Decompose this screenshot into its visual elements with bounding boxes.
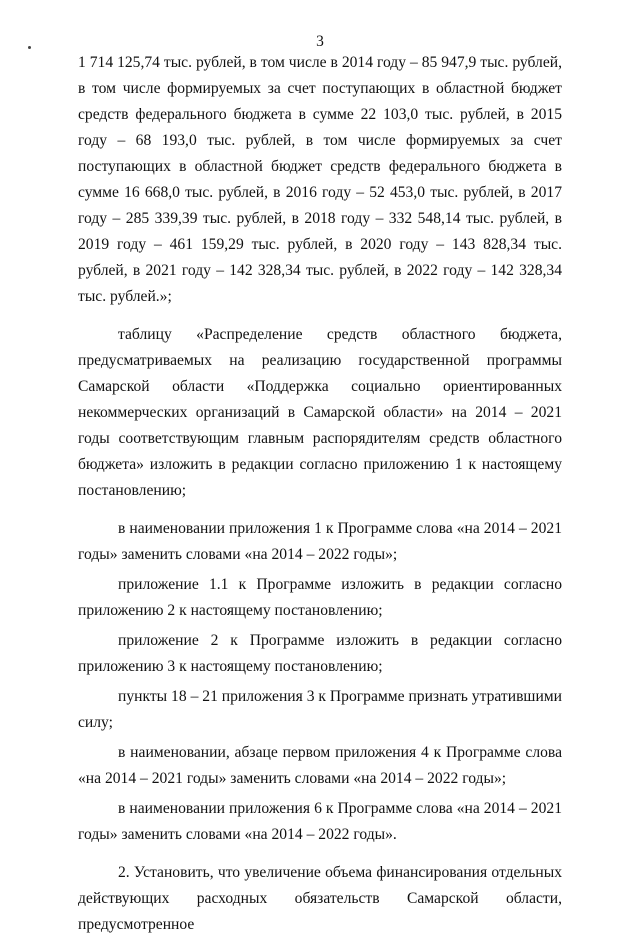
paragraph-2: таблицу «Распределение средств областного бюджета, предусматриваемых на реализацию государственной программы Самарской области «Поддержка социально ориентированных некоммерческих организаций в Самарской области» на 2014 – 2021 годы соответствующим главным распорядителям средств областного бюджета» изложить в редакции согласно приложению 1 к настоящему постановлению; — [78, 326, 562, 499]
scan-mark — [28, 46, 31, 49]
paragraph-4: приложение 1.1 к Программе изложить в редакции согласно приложению 2 к настоящему постановлению; — [78, 576, 562, 619]
paragraph-7: в наименовании, абзаце первом приложения 4 к Программе слова «на 2014 – 2021 годы» заменить словами «на 2014 – 2022 годы»; — [78, 744, 562, 787]
paragraph-1: 1 714 125,74 тыс. рублей, в том числе в 2014 году – 85 947,9 тыс. рублей, в том числе формируемых за счет поступающих в областной бюджет средств федерального бюджета в сумме 22 103,0 тыс. рублей, в 2015 году – 68 193,0 тыс. рублей, в том числе формируемых за счет поступающих в областной бюджет средств федерального бюджета в сумме 16 668,0 тыс. рублей, в 2016 году – 52 453,0 тыс. рублей, в 2017 году – 285 339,39 тыс. рублей, в 2018 году – 332 548,14 тыс. рублей, в 2019 году – 461 159,29 тыс. рублей, в 2020 году – 143 828,34 тыс. рублей, в 2021 году – 142 328,34 тыс. рублей, в 2022 году – 142 328,34 тыс. рублей.»; — [78, 54, 562, 305]
paragraph-6: пункты 18 – 21 приложения 3 к Программе признать утратившими силу; — [78, 688, 562, 731]
paragraph-5: приложение 2 к Программе изложить в редакции согласно приложению 3 к настоящему постановлению; — [78, 632, 562, 675]
paragraph-8: в наименовании приложения 6 к Программе слова «на 2014 – 2021 годы» заменить словами «на 2014 – 2022 годы». — [78, 800, 562, 843]
page-number: 3 — [316, 33, 324, 50]
paragraph-3: в наименовании приложения 1 к Программе слова «на 2014 – 2021 годы» заменить словами «на 2014 – 2022 годы»; — [78, 520, 562, 563]
paragraph-9: 2. Установить, что увеличение объема финансирования отдельных действующих расходных обязательств Самарской области, предусмотренное — [78, 864, 562, 933]
document-body — [78, 50, 562, 938]
